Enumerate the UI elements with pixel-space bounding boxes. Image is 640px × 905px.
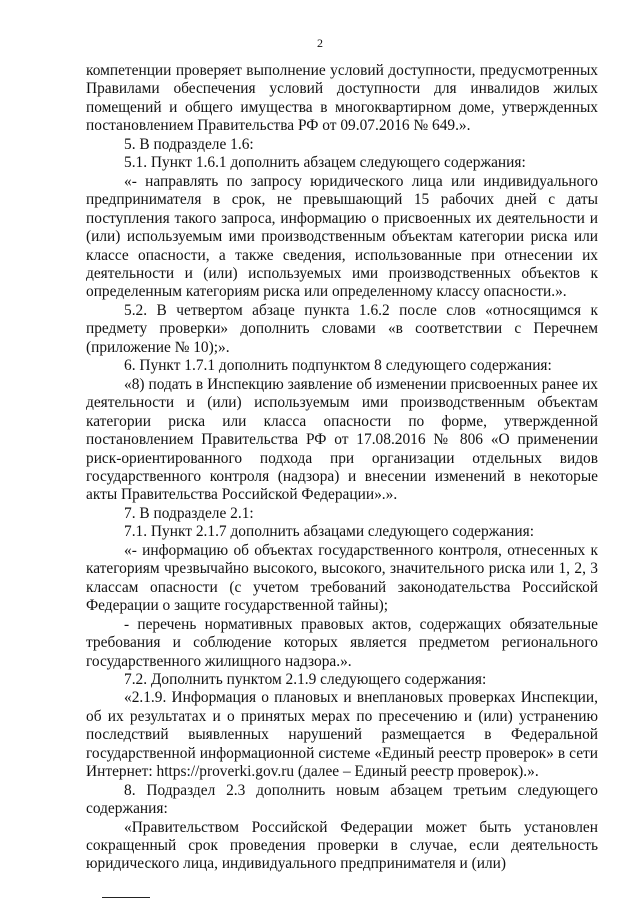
document-body	[86, 62, 598, 874]
page-number: 2	[317, 36, 323, 50]
paragraph: компетенции проверяет выполнение условий доступности, предусмотренных Правилами обеспечения условий доступности для инвалидов жилых помещений и общего имущества в многоквартирном доме, утвержденных постановлением Правительства РФ от 09.07.2016 № 649.».	[86, 62, 598, 135]
paragraph: «- информацию об объектах государственного контроля, отнесенных к категориям чрезвычайно высокого, высокого, значительного риска или 1, 2, 3 классам опасности (с учетом требований законодательства Российской Федерации о защите государственной тайны);	[86, 541, 598, 615]
paragraph: 7. В подразделе 2.1:	[124, 504, 254, 522]
paragraph: «2.1.9. Информация о плановых и внеплановых проверках Инспекции, об их результатах и о принятых мерах по пресечению и (или) устранению последствий выявленных нарушений размещается в Федеральной государственной информационной системе «Единый реестр проверок» в сети Интернет: https://proverki.gov.ru (далее – Единый реестр проверок).».	[86, 689, 598, 781]
paragraph: «- направлять по запросу юридического лица или индивидуального предпринимателя в срок, не превышающий 15 рабочих дней с даты поступления такого запроса, информацию о присвоенных их деятельности и (или) используемым ими производственным объектам категории риска или классе опасности, а также сведения, использованные при отнесении их деятельности и (или) используемых ими производственных объектов к определенным категориям риска или определенному классу опасности.».	[86, 172, 598, 301]
paragraph: 5.1. Пункт 1.6.1 дополнить абзацем следующего содержания:	[124, 154, 526, 172]
paragraph: 6. Пункт 1.7.1 дополнить подпунктом 8 следующего содержания:	[124, 357, 552, 375]
paragraph: 7.2. Дополнить пунктом 2.1.9 следующего содержания:	[124, 670, 487, 688]
paragraph: «8) подать в Инспекцию заявление об изменении присвоенных ранее их деятельности и (или) используемым ими производственным объектам категории риска или класса опасности по форме, утвержденной постановлением Правительства РФ от 17.08.2016 № 806 «О применении риск-ориентированного подхода при организации отдельных видов государственного контроля (надзора) и внесении изменений в некоторые акты Правительства Российской Федерации».».	[86, 375, 598, 504]
paragraph: 7.1. Пункт 2.1.7 дополнить абзацами следующего содержания:	[124, 523, 534, 541]
paragraph: 8. Подраздел 2.3 дополнить новым абзацем третьим следующего содержания:	[86, 781, 598, 818]
paragraph: 5. В подразделе 1.6:	[124, 135, 254, 153]
footer-rule	[102, 897, 150, 898]
paragraph: - перечень нормативных правовых актов, содержащих обязательные требования и соблюдение которых является предметом регионального государственного жилищного надзора.».	[86, 615, 598, 670]
paragraph: 5.2. В четвертом абзаце пункта 1.6.2 после слов «относящимся к предмету проверки» дополнить словами «в соответствии с Перечнем (приложение № 10);».	[86, 301, 598, 356]
paragraph: «Правительством Российской Федерации может быть установлен сокращенный срок проведения проверки в случае, если деятельность юридического лица, индивидуального предпринимателя и (или)	[86, 818, 598, 873]
